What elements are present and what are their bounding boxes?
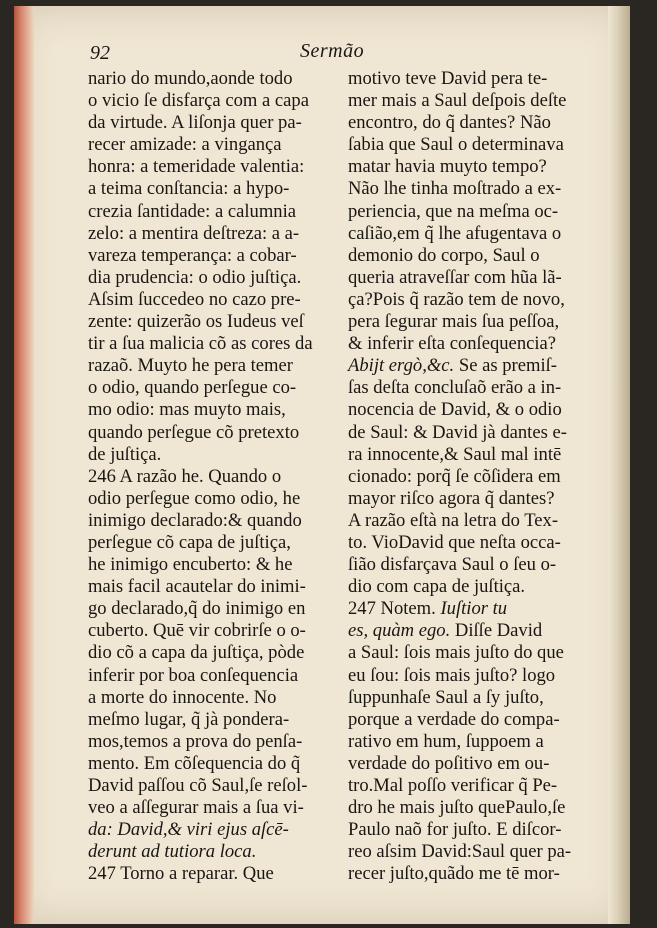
text-line: ça?Pois q̃ razão tem de novo, xyxy=(348,288,565,310)
text-line: encontro, do q̃ dantes? Não xyxy=(348,112,551,134)
text-line: perſegue cõ capa de juſtiça, xyxy=(88,531,291,553)
text-line: & inferir eſta conſequencia? xyxy=(348,333,557,355)
text-line: a morte do innocente. No xyxy=(88,686,277,708)
text-line: queria atraveſſar com hũa lã- xyxy=(348,266,562,288)
text-line: dia prudencia: o odio juſtiça. xyxy=(88,266,302,288)
text-line xyxy=(348,620,606,642)
text-line: crezia ſantidade: a calumnia xyxy=(88,200,297,222)
latin-quote: Abijt ergò,&c. xyxy=(348,355,455,377)
text-line: he inimigo encuberto: & he xyxy=(88,554,293,576)
text-line: da virtude. A liſonja quer pa- xyxy=(88,112,302,134)
text-line: mer mais a Saul deſpois deſte xyxy=(348,90,567,112)
text-line: Não lhe tinha moſtrado a ex- xyxy=(348,178,562,200)
text-line: ſuppunhaſe Saul a ſy juſto, xyxy=(348,686,544,708)
text-line: dio cõ a capa da juſtiça, pòde xyxy=(88,642,305,664)
text-line: matar havia muyto tempo? xyxy=(348,156,547,178)
text-line: verdade do poſitivo em ou- xyxy=(348,752,550,774)
text-line: honra: a temeridade valentia: xyxy=(88,156,305,178)
text-run: Se as premiſ- xyxy=(454,355,557,377)
page-header xyxy=(80,36,620,66)
text-line: inimigo declarado:& quando xyxy=(88,509,302,531)
text-line: de juſtiça. xyxy=(88,443,162,465)
text-line: porque a verdade do compa- xyxy=(348,708,560,730)
text-line: zelo: a mentira deſtreza: a a- xyxy=(88,222,300,244)
text-line: vareza temperança: a cobar- xyxy=(88,244,297,266)
text-line: Paulo naõ for juſto. E diſcor- xyxy=(348,819,562,841)
page-binding-edge xyxy=(14,6,34,924)
text-line: Aſsim ſuccedeo no cazo pre- xyxy=(88,288,301,310)
book-page xyxy=(14,6,630,924)
text-line: ſião disfarçava Saul o ſeu o- xyxy=(348,554,557,576)
text-line: de Saul: & David jà dantes e- xyxy=(348,421,567,443)
text-line: recer juſto,quãdo me tē mor- xyxy=(348,863,560,885)
text-line: demonio do corpo, Saul o xyxy=(348,244,540,266)
text-line: meſmo lugar, q̃ jà pondera- xyxy=(88,708,290,730)
text-line: A razão eſtà na letra do Tex- xyxy=(348,509,559,531)
text-line: tro.Mal poſſo verificar q̃ Pe- xyxy=(348,775,558,796)
text-line: rativo em hum, ſuppoem a xyxy=(348,730,544,752)
page-number: 92 xyxy=(90,42,110,64)
text-line: mayor riſco agora q̃ dantes? xyxy=(348,487,555,509)
text-line: dro he mais juſto quePaulo,ſe xyxy=(348,797,566,819)
latin-quote: Iuſtior tu xyxy=(440,598,508,620)
left-text-column xyxy=(88,68,350,885)
text-line xyxy=(348,355,606,377)
text-line: 247 Torno a reparar. Que xyxy=(88,863,274,885)
text-line: periencia, que na meſma oc- xyxy=(348,200,559,222)
latin-quote: es, quàm ego. xyxy=(348,620,451,642)
text-line: da: David,& viri ejus aſcē- xyxy=(88,819,289,841)
text-line: mo odio: mas muyto mais, xyxy=(88,399,286,421)
text-line: cionado: porq̃ ſe cõſidera em xyxy=(348,465,561,487)
text-line: ſas deſta concluſaõ erão a in- xyxy=(348,377,562,399)
text-line: zente: quizerão os Iudeus veſ xyxy=(88,311,304,333)
text-line: 246 A razão he. Quando o xyxy=(88,465,282,487)
text-line: dio com capa de juſtiça. xyxy=(348,576,526,598)
text-line: o odio, quando perſegue co- xyxy=(88,377,297,399)
text-line: to. VioDavid que neſta occa- xyxy=(348,531,561,553)
running-title: Sermão xyxy=(300,40,365,62)
text-line: inferir por boa conſequencia xyxy=(88,664,299,686)
text-line: nocencia de David, & o odio xyxy=(348,399,562,421)
text-line: motivo teve David pera te- xyxy=(348,68,548,89)
text-line: nario do mundo,aonde todo xyxy=(88,68,293,89)
text-line: razaõ. Muyto he pera temer xyxy=(88,355,293,377)
text-line: ſabia que Saul o determinava xyxy=(348,134,564,156)
text-run: 247 Notem. xyxy=(348,598,441,620)
right-text-column xyxy=(348,68,606,885)
text-line: odio perſegue como odio, he xyxy=(88,487,301,509)
text-line: o vicio ſe disfarça com a capa xyxy=(88,90,309,112)
text-line: pera ſegurar mais ſua peſſoa, xyxy=(348,311,560,333)
text-line: caſião,em q̃ lhe afugentava o xyxy=(348,222,562,244)
text-line: David paſſou cõ Saul,ſe reſol- xyxy=(88,775,308,796)
text-line: quando perſegue cõ pretexto xyxy=(88,421,300,443)
text-line xyxy=(348,598,606,620)
text-line: go declarado,q̃ do inimigo en xyxy=(88,598,306,620)
text-run: Diſſe David xyxy=(450,620,543,642)
text-line: tir a ſua malicia cõ as cores da xyxy=(88,333,313,355)
text-line: recer amizade: a vingança xyxy=(88,134,282,156)
text-line: a Saul: ſois mais juſto do que xyxy=(348,642,564,664)
text-line: mos,temos a prova do penſa- xyxy=(88,730,303,752)
text-line: mais facil acautelar do inimi- xyxy=(88,576,306,598)
text-line: derunt ad tutiora loca. xyxy=(88,841,257,863)
text-line: mento. Em cõſequencia do q̃ xyxy=(88,752,301,774)
text-line: cuberto. Quē vir cobrirſe o o- xyxy=(88,620,306,642)
text-line: eu ſou: ſois mais juſto? logo xyxy=(348,664,556,686)
text-line: veo a aſſegurar mais a ſua vi- xyxy=(88,797,304,819)
page-fore-edge xyxy=(608,6,630,924)
text-line: reo aſsim David:Saul quer pa- xyxy=(348,841,572,863)
text-line: ra innocente,& Saul mal intē xyxy=(348,443,562,465)
text-line: a teima conſtancia: a hypo- xyxy=(88,178,290,200)
